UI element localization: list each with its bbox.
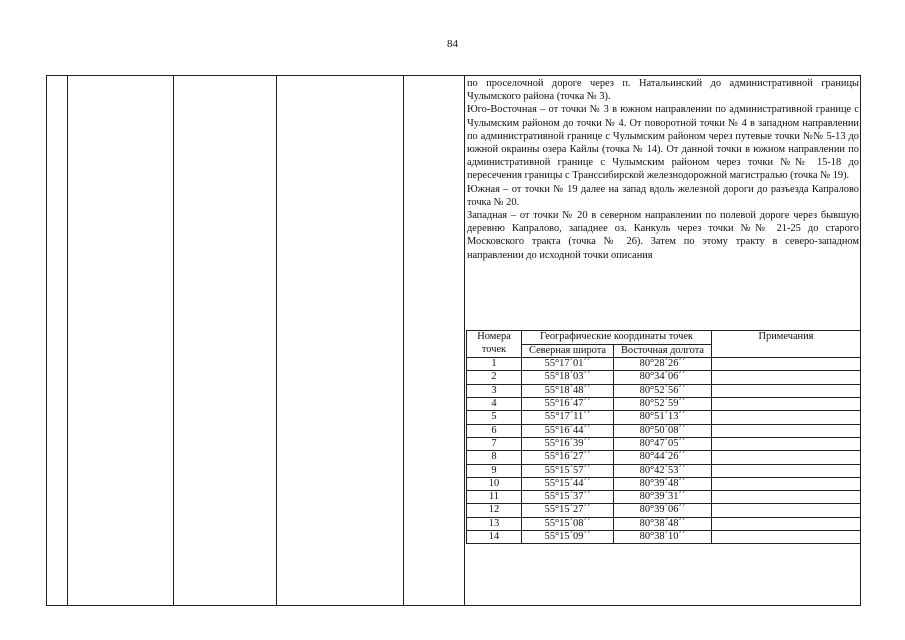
point-number: 10	[467, 477, 522, 490]
note	[712, 491, 861, 504]
longitude: 80°38´10´´	[614, 531, 712, 544]
note	[712, 424, 861, 437]
main-table	[46, 75, 861, 606]
point-number: 2	[467, 371, 522, 384]
column-divider	[67, 76, 68, 605]
longitude: 80°39´31´´	[614, 491, 712, 504]
longitude: 80°51´13´´	[614, 411, 712, 424]
note	[712, 371, 861, 384]
note	[712, 517, 861, 530]
note	[712, 358, 861, 371]
column-divider	[173, 76, 174, 605]
page-number: 84	[447, 38, 458, 50]
point-number: 4	[467, 398, 522, 411]
longitude: 80°38´48´´	[614, 517, 712, 530]
longitude: 80°52´59´´	[614, 398, 712, 411]
latitude: 55°15´09´´	[522, 531, 614, 544]
point-number: 9	[467, 464, 522, 477]
note	[712, 437, 861, 450]
boundary-description	[467, 77, 859, 262]
table-row	[467, 517, 861, 530]
note	[712, 504, 861, 517]
table-row	[467, 358, 861, 371]
header-east: Восточная долгота	[614, 344, 712, 358]
header-north: Северная широта	[522, 344, 614, 358]
table-row	[467, 371, 861, 384]
table-row	[467, 531, 861, 544]
point-number: 11	[467, 491, 522, 504]
note	[712, 477, 861, 490]
paragraph: Западная – от точки № 20 в северном направлении по полевой дороге через бывшую деревню Капралово, западнее оз. Канкуль через точки №№ 21-25 до старого Московского тракта (точка № 26). Затем по этому тракту в северо-западном направлении до исходной точки описания	[467, 210, 859, 261]
column-divider	[403, 76, 404, 605]
table-row	[467, 504, 861, 517]
coordinates-table	[466, 330, 861, 544]
paragraph: по проселочной дороге через п. Натальинский до административной границы Чулымского района (точка № 3).	[467, 78, 859, 103]
column-divider	[276, 76, 277, 605]
column-divider	[464, 76, 465, 605]
longitude: 80°39´06´´	[614, 504, 712, 517]
paragraph: Южная – от точки № 19 далее на запад вдоль железной дороги до разъезда Капралово точка № 20.	[467, 183, 859, 208]
point-number: 6	[467, 424, 522, 437]
table-row	[467, 398, 861, 411]
latitude: 55°17´01´´	[522, 358, 614, 371]
latitude: 55°18´03´´	[522, 371, 614, 384]
latitude: 55°16´44´´	[522, 424, 614, 437]
latitude: 55°15´27´´	[522, 504, 614, 517]
table-row	[467, 384, 861, 397]
latitude: 55°17´11´´	[522, 411, 614, 424]
point-number: 12	[467, 504, 522, 517]
note	[712, 531, 861, 544]
point-number: 7	[467, 437, 522, 450]
point-number: 5	[467, 411, 522, 424]
point-number: 3	[467, 384, 522, 397]
longitude: 80°34´06´´	[614, 371, 712, 384]
table-row	[467, 491, 861, 504]
longitude: 80°52´56´´	[614, 384, 712, 397]
header-notes: Примечания	[712, 331, 861, 358]
table-row	[467, 477, 861, 490]
table-row	[467, 411, 861, 424]
point-number: 1	[467, 358, 522, 371]
latitude: 55°18´48´´	[522, 384, 614, 397]
longitude: 80°47´05´´	[614, 437, 712, 450]
longitude: 80°28´26´´	[614, 358, 712, 371]
latitude: 55°15´37´´	[522, 491, 614, 504]
table-row	[467, 424, 861, 437]
header-number: Номера точек	[467, 331, 522, 358]
table-row	[467, 437, 861, 450]
longitude: 80°50´08´´	[614, 424, 712, 437]
paragraph: Юго-Восточная – от точки № 3 в южном направлении по административной границе с Чулымским районом до точки № 4. От поворотной точки № 4 в западном направлении по административной границе с Чулымским районом через путевые точки №№ 5-13 до южной окраины озера Кайлы (точка № 14). От данной точки в южном направлении по административной границе с Чулымским районом через точки №№ 15-18 до пересечения границы с Транссибирской железнодорожной магистралью (точка № 19).	[467, 104, 859, 182]
note	[712, 384, 861, 397]
point-number: 8	[467, 451, 522, 464]
table-row	[467, 464, 861, 477]
latitude: 55°15´44´´	[522, 477, 614, 490]
point-number: 14	[467, 531, 522, 544]
latitude: 55°16´47´´	[522, 398, 614, 411]
header-geo: Географические координаты точек	[522, 331, 712, 345]
longitude: 80°42´53´´	[614, 464, 712, 477]
latitude: 55°16´27´´	[522, 451, 614, 464]
latitude: 55°15´57´´	[522, 464, 614, 477]
note	[712, 451, 861, 464]
note	[712, 398, 861, 411]
longitude: 80°39´48´´	[614, 477, 712, 490]
note	[712, 411, 861, 424]
table-row	[467, 451, 861, 464]
note	[712, 464, 861, 477]
latitude: 55°16´39´´	[522, 437, 614, 450]
longitude: 80°44´26´´	[614, 451, 712, 464]
point-number: 13	[467, 517, 522, 530]
latitude: 55°15´08´´	[522, 517, 614, 530]
